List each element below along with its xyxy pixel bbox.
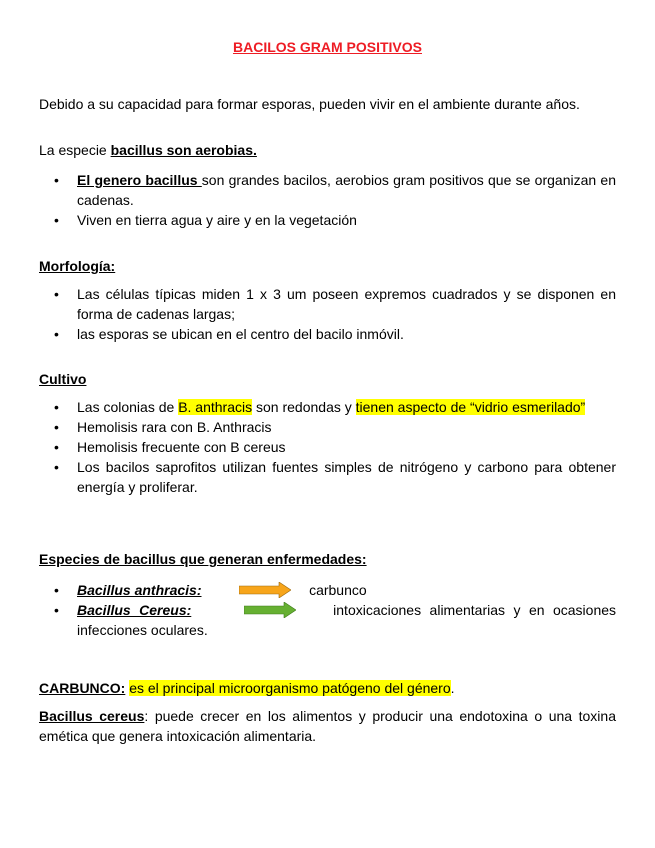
carbunco-end: . <box>450 680 455 696</box>
bullet-icon: • <box>54 602 59 618</box>
list-item <box>39 397 616 417</box>
cultivo-item: Los bacilos saprofitos utilizan fuentes simples de nitrógeno y carbono para obtener energía y proliferar. <box>77 459 616 495</box>
colonias-text-b: son redondas y <box>252 399 356 415</box>
orange-arrow-icon <box>239 582 291 598</box>
list-item <box>39 600 616 640</box>
list-item <box>39 210 616 230</box>
cultivo-heading: Cultivo <box>39 371 87 387</box>
anthracis-desc: carbunco <box>309 582 367 598</box>
morfologia-list <box>39 284 616 344</box>
page-title: BACILOS GRAM POSITIVOS <box>232 39 422 55</box>
species-prefix: La especie <box>39 142 111 158</box>
bullet-icon: • <box>54 419 59 435</box>
cultivo-item: Hemolisis rara con B. Anthracis <box>77 419 272 435</box>
carbunco-label: CARBUNCO: <box>39 680 126 696</box>
bullet-icon: • <box>54 172 59 188</box>
bullet-icon: • <box>54 326 59 342</box>
bullet-icon: • <box>54 212 59 228</box>
morfologia-item: Las células típicas miden 1 x 3 um poseen expremos cuadrados y se disponen en forma de cadenas largas; <box>77 286 616 322</box>
genero-bacillus-text: son grandes bacilos, aerobios gram positivos que se organizan en cadenas. <box>77 172 616 208</box>
list-item <box>39 284 616 324</box>
species-bold: bacillus son aerobias. <box>110 142 257 158</box>
list-item <box>39 417 616 437</box>
anthracis-name: Bacillus anthracis: <box>77 582 202 598</box>
list-item <box>39 580 616 600</box>
list-item <box>39 457 616 497</box>
carbunco-highlight: es el principal microorganismo patógeno del género <box>129 680 451 696</box>
bullet-icon: • <box>54 399 59 415</box>
carbunco-line <box>39 678 616 698</box>
cereus-name: Bacillus Cereus: <box>77 602 192 618</box>
anthracis-highlight: B. anthracis <box>178 399 253 415</box>
cereus-text: : puede crecer en los alimentos y producir una endotoxina o una toxina emética que genera intoxicación alimentaria. <box>39 708 616 744</box>
especies-heading: Especies de bacillus que generan enfermedades: <box>39 551 367 567</box>
cultivo-item: Hemolisis frecuente con B cereus <box>77 439 286 455</box>
list-item <box>39 437 616 457</box>
bullet-icon: • <box>54 439 59 455</box>
intro-list <box>39 170 616 230</box>
list-item <box>39 170 616 210</box>
viven-text: Viven en tierra agua y aire y en la vegetación <box>77 212 357 228</box>
list-item <box>39 324 616 344</box>
bullet-icon: • <box>54 459 59 475</box>
morfologia-heading: Morfología: <box>39 258 116 274</box>
cereus-label: Bacillus cereus <box>39 708 145 724</box>
green-arrow-icon <box>244 602 296 618</box>
genero-bacillus-label: El genero bacillus <box>77 172 202 188</box>
intro-paragraph: Debido a su capacidad para formar esporas, pueden vivir en el ambiente durante años. <box>39 96 580 112</box>
cultivo-list <box>39 397 616 497</box>
bullet-icon: • <box>54 286 59 302</box>
cereus-desc: intoxicaciones alimentarias y en ocasiones infecciones oculares. <box>77 602 617 638</box>
species-line <box>39 140 616 160</box>
especies-list <box>39 580 616 640</box>
colonias-text-a: Las colonias de <box>77 399 179 415</box>
morfologia-item: las esporas se ubican en el centro del bacilo inmóvil. <box>77 326 404 342</box>
bullet-icon: • <box>54 582 59 598</box>
cereus-paragraph <box>39 706 616 746</box>
vidrio-highlight: tienen aspecto de “vidrio esmerilado” <box>355 399 586 415</box>
